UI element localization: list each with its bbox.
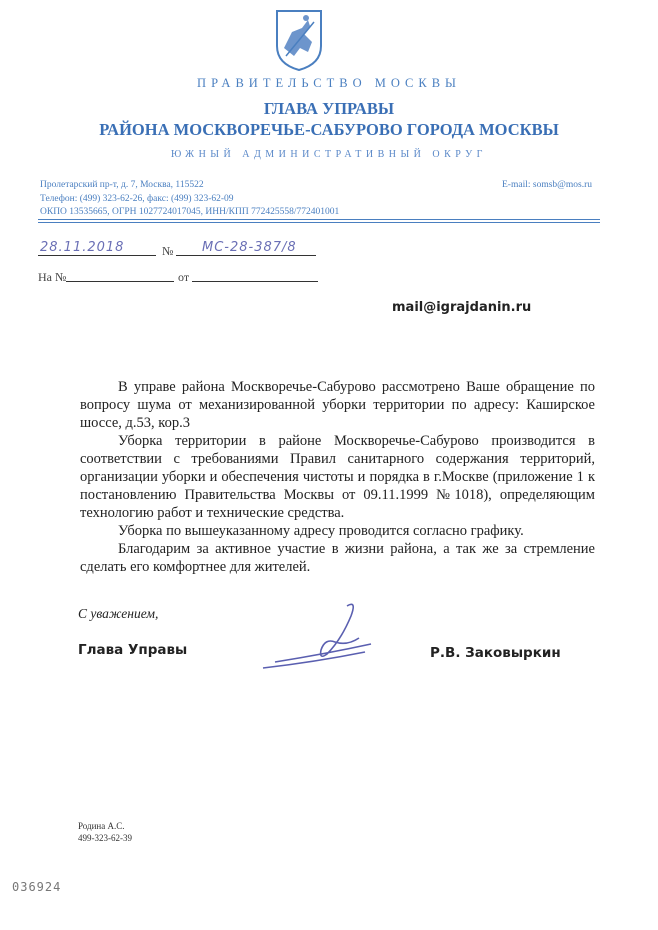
phone-line: Телефон: (499) 323-62-26, факс: (499) 323-62-09 (40, 194, 234, 204)
handwritten-signature (255, 596, 385, 676)
okrug-heading: ЮЖНЫЙ АДМИНИСТРАТИВНЫЙ ОКРУГ (171, 149, 487, 160)
signer-position: Глава Управы (78, 642, 188, 658)
email-line: E-mail: somsb@mos.ru (502, 180, 593, 190)
executor-phone: 499-323-62-39 (78, 833, 132, 843)
from-underline (192, 281, 318, 282)
codes-line: ОКПО 13535665, ОГРН 1027724017045, ИНН/КПП 772425558/772401001 (40, 207, 340, 217)
executor-name: Родина А.С. (78, 821, 125, 831)
reply-underline (66, 281, 174, 282)
from-label: от (178, 270, 190, 284)
letterhead-title: ГЛАВА УПРАВЫ (263, 99, 395, 118)
date-underline (38, 255, 156, 256)
reg-number: МС-28-387/8 (202, 240, 297, 255)
document-number: 036924 (12, 880, 62, 894)
signer-name: Р.В. Заковыркин (430, 645, 561, 661)
reg-number-label: № (162, 244, 174, 258)
letter-body (80, 378, 595, 576)
paragraph-3: Уборка по вышеуказанному адресу проводится согласно графику. (118, 523, 524, 539)
recipient-email: mail@igrajdanin.ru (392, 300, 532, 315)
reg-date: 28.11.2018 (40, 240, 125, 255)
reply-label: На № (38, 270, 67, 284)
regards: С уважением, (78, 606, 159, 621)
government-heading: ПРАВИТЕЛЬСТВО МОСКВЫ (197, 76, 461, 90)
number-underline (176, 255, 316, 256)
paragraph-1: В управе района Москворечье-Сабурово рассмотрено Ваше обращение по вопросу шума от механизированной уборки территории по адресу: Каширское шоссе, д.53, кор.3 (80, 379, 595, 431)
address-line: Пролетарский пр-т, д. 7, Москва, 115522 (40, 180, 204, 190)
paragraph-4: Благодарим за активное участие в жизни района, а так же за стремление сделать его комфортнее для жителей. (80, 541, 595, 575)
letterhead-district: РАЙОНА МОСКВОРЕЧЬЕ-САБУРОВО ГОРОДА МОСКВЫ (99, 120, 559, 139)
header-divider-2 (38, 222, 600, 223)
paragraph-2: Уборка территории в районе Москворечье-Сабурово производится в соответствии с требованиями Правил санитарного содержания территорий, организации уборки и обеспечения чистоты и порядка в г.Москве (приложение 1 к постановлению Правительства Москвы от 09.11.1999 №1018), определяющим технологию работ и технические средства. (80, 433, 595, 521)
moscow-coat-of-arms-icon (274, 8, 324, 72)
header-divider (38, 219, 600, 220)
